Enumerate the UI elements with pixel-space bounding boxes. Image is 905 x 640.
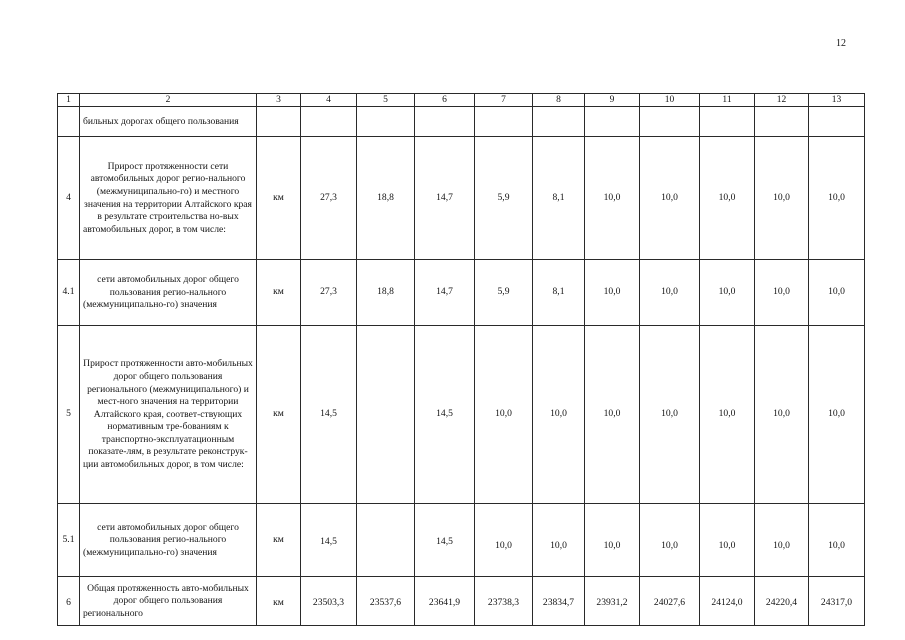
data-table (57, 93, 865, 626)
cell-value: 10,0 (755, 260, 809, 326)
cell-value (640, 107, 700, 137)
row-unit: км (257, 326, 301, 504)
column-header: 7 (475, 94, 533, 107)
cell-value (755, 107, 809, 137)
column-header: 5 (357, 94, 415, 107)
cell-value: 14,7 (415, 137, 475, 260)
cell-value: 18,8 (357, 137, 415, 260)
cell-value: 10,0 (640, 137, 700, 260)
row-unit: км (257, 260, 301, 326)
cell-value: 24027,6 (640, 577, 700, 626)
row-number: 5 (58, 326, 80, 504)
cell-value: 23738,3 (475, 577, 533, 626)
cell-value: 10,0 (475, 326, 533, 504)
cell-value: 24317,0 (809, 577, 865, 626)
cell-value: 23931,2 (585, 577, 640, 626)
column-header: 2 (80, 94, 257, 107)
column-header: 12 (755, 94, 809, 107)
table-row (58, 326, 865, 504)
cell-value (357, 504, 415, 577)
column-header: 13 (809, 94, 865, 107)
cell-value: 14,5 (301, 504, 357, 577)
cell-value: 10,0 (585, 137, 640, 260)
cell-value: 10,0 (475, 504, 533, 577)
cell-value (357, 107, 415, 137)
cell-value: 10,0 (700, 137, 755, 260)
row-description: сети автомобильных дорог общего пользования регио-нального (межмуниципально-го) значения (80, 260, 257, 326)
cell-value: 24124,0 (700, 577, 755, 626)
row-description: Прирост протяженности сети автомобильных дорог регио-нального (межмуниципально-го) и местного значения на территории Алтайского края в результате строительства но-вых автомобильных дорог, в том числе: (80, 137, 257, 260)
cell-value (533, 107, 585, 137)
row-number: 5.1 (58, 504, 80, 577)
table-row (58, 577, 865, 626)
cell-value: 10,0 (640, 504, 700, 577)
header-row (58, 94, 865, 107)
cell-value: 5,9 (475, 260, 533, 326)
cell-value (700, 107, 755, 137)
cell-value: 14,5 (415, 504, 475, 577)
cell-value (357, 326, 415, 504)
row-unit: км (257, 577, 301, 626)
table-row (58, 504, 865, 577)
row-unit: км (257, 504, 301, 577)
column-header: 10 (640, 94, 700, 107)
column-header: 6 (415, 94, 475, 107)
column-header: 8 (533, 94, 585, 107)
cell-value: 10,0 (700, 326, 755, 504)
cell-value (809, 107, 865, 137)
cell-value: 10,0 (585, 504, 640, 577)
cell-value (585, 107, 640, 137)
row-description: Прирост протяженности авто-мобильных дорог общего пользования регионального (межмуниципального) и мест-ного значения на территории Алтайского края, соответ-ствующих нормативным тре-бованиям к транспортно-эксплуатационным показате-лям, в результате реконструк-ции автомобильных дорог, в том числе: (80, 326, 257, 504)
cell-value: 10,0 (755, 137, 809, 260)
row-description: сети автомобильных дорог общего пользования регио-нального (межмуниципально-го) значения (80, 504, 257, 577)
cell-value: 10,0 (700, 260, 755, 326)
cell-value: 10,0 (533, 326, 585, 504)
cell-value (475, 107, 533, 137)
cell-value: 24220,4 (755, 577, 809, 626)
table-row (58, 137, 865, 260)
cell-value: 10,0 (809, 260, 865, 326)
table-row (58, 260, 865, 326)
row-unit: км (257, 137, 301, 260)
column-header: 11 (700, 94, 755, 107)
cell-value: 23641,9 (415, 577, 475, 626)
cell-value: 10,0 (755, 504, 809, 577)
row-unit (257, 107, 301, 137)
cell-value: 10,0 (809, 504, 865, 577)
cell-value: 23537,6 (357, 577, 415, 626)
page-number: 12 (836, 38, 846, 49)
cell-value: 14,7 (415, 260, 475, 326)
cell-value (301, 107, 357, 137)
cell-value: 23503,3 (301, 577, 357, 626)
cell-value: 10,0 (585, 260, 640, 326)
cell-value: 10,0 (640, 260, 700, 326)
cell-value: 8,1 (533, 137, 585, 260)
table-row (58, 107, 865, 137)
cell-value: 18,8 (357, 260, 415, 326)
cell-value: 5,9 (475, 137, 533, 260)
cell-value: 14,5 (415, 326, 475, 504)
cell-value: 8,1 (533, 260, 585, 326)
row-description: Общая протяженность авто-мобильных дорог общего пользования регионального (80, 577, 257, 626)
row-description: бильных дорогах общего пользования (80, 107, 257, 137)
cell-value: 10,0 (809, 137, 865, 260)
cell-value: 10,0 (533, 504, 585, 577)
cell-value: 27,3 (301, 260, 357, 326)
cell-value: 10,0 (640, 326, 700, 504)
row-number: 4 (58, 137, 80, 260)
cell-value: 10,0 (809, 326, 865, 504)
row-number: 6 (58, 577, 80, 626)
cell-value: 23834,7 (533, 577, 585, 626)
row-number: 4.1 (58, 260, 80, 326)
column-header: 3 (257, 94, 301, 107)
cell-value: 27,3 (301, 137, 357, 260)
column-header: 4 (301, 94, 357, 107)
column-header: 9 (585, 94, 640, 107)
cell-value: 14,5 (301, 326, 357, 504)
row-number (58, 107, 80, 137)
cell-value (415, 107, 475, 137)
cell-value: 10,0 (585, 326, 640, 504)
column-header: 1 (58, 94, 80, 107)
cell-value: 10,0 (700, 504, 755, 577)
cell-value: 10,0 (755, 326, 809, 504)
